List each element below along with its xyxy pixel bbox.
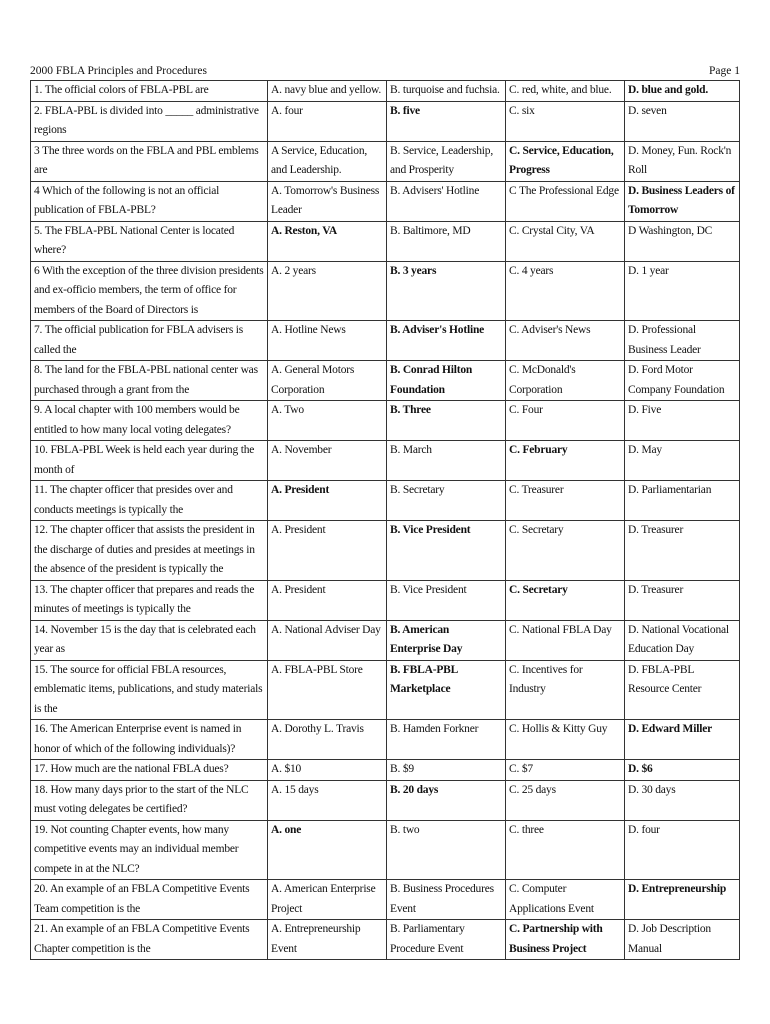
option-d-cell: D. Money, Fun. Rock'n Roll	[625, 141, 740, 181]
option-a-cell: A. navy blue and yellow.	[268, 81, 387, 102]
option-c-cell: C. Partnership with Business Project	[506, 920, 625, 960]
option-a-cell: A. 2 years	[268, 261, 387, 321]
option-c-cell: C. Incentives for Industry	[506, 660, 625, 720]
option-b-cell: B. two	[387, 820, 506, 880]
table-row	[31, 321, 740, 361]
option-b-cell: B. five	[387, 101, 506, 141]
document-page	[30, 62, 740, 960]
option-a-cell: A. Tomorrow's Business Leader	[268, 181, 387, 221]
table-row	[31, 261, 740, 321]
option-c-cell: C. six	[506, 101, 625, 141]
table-row	[31, 401, 740, 441]
option-b-cell: B. FBLA-PBL Marketplace	[387, 660, 506, 720]
option-d-cell: D. Professional Business Leader	[625, 321, 740, 361]
page-header	[30, 62, 740, 80]
table-row	[31, 880, 740, 920]
option-c-cell: C. Treasurer	[506, 481, 625, 521]
table-row	[31, 620, 740, 660]
option-d-cell: D. FBLA-PBL Resource Center	[625, 660, 740, 720]
option-d-cell: D. $6	[625, 760, 740, 781]
option-a-cell: A. Dorothy L. Travis	[268, 720, 387, 760]
option-a-cell: A. General Motors Corporation	[268, 361, 387, 401]
option-a-cell: A. President	[268, 521, 387, 581]
option-d-cell: D. four	[625, 820, 740, 880]
option-b-cell: B. Conrad Hilton Foundation	[387, 361, 506, 401]
table-row	[31, 81, 740, 102]
option-b-cell: B. Vice President	[387, 521, 506, 581]
option-d-cell: D. Ford Motor Company Foundation	[625, 361, 740, 401]
option-a-cell: A. Two	[268, 401, 387, 441]
option-d-cell: D. Five	[625, 401, 740, 441]
option-c-cell: C. Secretary	[506, 580, 625, 620]
question-table	[30, 80, 740, 960]
option-d-cell: D. Edward Miller	[625, 720, 740, 760]
option-b-cell: B. Secretary	[387, 481, 506, 521]
table-row	[31, 181, 740, 221]
option-a-cell: A. Hotline News	[268, 321, 387, 361]
option-a-cell: A. President	[268, 481, 387, 521]
option-c-cell: C. Four	[506, 401, 625, 441]
table-row	[31, 101, 740, 141]
option-a-cell: A. Entrepreneurship Event	[268, 920, 387, 960]
question-cell: 19. Not counting Chapter events, how many competitive events may an individual member compete in at the NLC?	[31, 820, 268, 880]
option-c-cell: C. 4 years	[506, 261, 625, 321]
option-a-cell: A. President	[268, 580, 387, 620]
page-number: Page 1	[709, 65, 740, 77]
question-cell: 3 The three words on the FBLA and PBL emblems are	[31, 141, 268, 181]
option-d-cell: D. 1 year	[625, 261, 740, 321]
option-d-cell: D. 30 days	[625, 780, 740, 820]
option-a-cell: A. 15 days	[268, 780, 387, 820]
table-row	[31, 141, 740, 181]
table-row	[31, 580, 740, 620]
option-b-cell: B. turquoise and fuchsia.	[387, 81, 506, 102]
question-cell: 21. An example of an FBLA Competitive Events Chapter competition is the	[31, 920, 268, 960]
table-row	[31, 760, 740, 781]
question-cell: 20. An example of an FBLA Competitive Events Team competition is the	[31, 880, 268, 920]
option-d-cell: D. Treasurer	[625, 521, 740, 581]
option-d-cell: D. Entrepreneurship	[625, 880, 740, 920]
option-c-cell: C. Hollis & Kitty Guy	[506, 720, 625, 760]
question-cell: 13. The chapter officer that prepares and reads the minutes of meetings is typically the	[31, 580, 268, 620]
option-d-cell: D. Parliamentarian	[625, 481, 740, 521]
option-b-cell: B. Hamden Forkner	[387, 720, 506, 760]
option-c-cell: C. $7	[506, 760, 625, 781]
option-c-cell: C. Secretary	[506, 521, 625, 581]
option-a-cell: A. FBLA-PBL Store	[268, 660, 387, 720]
option-a-cell: A. one	[268, 820, 387, 880]
option-b-cell: B. American Enterprise Day	[387, 620, 506, 660]
table-row	[31, 820, 740, 880]
question-cell: 11. The chapter officer that presides over and conducts meetings is typically the	[31, 481, 268, 521]
question-cell: 4 Which of the following is not an official publication of FBLA-PBL?	[31, 181, 268, 221]
question-cell: 17. How much are the national FBLA dues?	[31, 760, 268, 781]
option-d-cell: D. Job Description Manual	[625, 920, 740, 960]
option-a-cell: A. November	[268, 441, 387, 481]
option-c-cell: C. Service, Education, Progress	[506, 141, 625, 181]
question-cell: 7. The official publication for FBLA advisers is called the	[31, 321, 268, 361]
option-d-cell: D. Treasurer	[625, 580, 740, 620]
question-cell: 9. A local chapter with 100 members would be entitled to how many local voting delegates?	[31, 401, 268, 441]
option-b-cell: B. Vice President	[387, 580, 506, 620]
table-row	[31, 521, 740, 581]
option-c-cell: C. Computer Applications Event	[506, 880, 625, 920]
question-cell: 16. The American Enterprise event is named in honor of which of the following individuals)?	[31, 720, 268, 760]
question-cell: 1. The official colors of FBLA-PBL are	[31, 81, 268, 102]
option-b-cell: B. March	[387, 441, 506, 481]
option-a-cell: A. Reston, VA	[268, 221, 387, 261]
option-b-cell: B. $9	[387, 760, 506, 781]
option-b-cell: B. 20 days	[387, 780, 506, 820]
option-c-cell: C. National FBLA Day	[506, 620, 625, 660]
option-a-cell: A. $10	[268, 760, 387, 781]
option-b-cell: B. Three	[387, 401, 506, 441]
option-b-cell: B. Service, Leadership, and Prosperity	[387, 141, 506, 181]
option-b-cell: B. Advisers' Hotline	[387, 181, 506, 221]
table-row	[31, 221, 740, 261]
option-b-cell: B. Business Procedures Event	[387, 880, 506, 920]
option-a-cell: A. four	[268, 101, 387, 141]
question-cell: 15. The source for official FBLA resources, emblematic items, publications, and study materials is the	[31, 660, 268, 720]
question-cell: 14. November 15 is the day that is celebrated each year as	[31, 620, 268, 660]
option-d-cell: D. May	[625, 441, 740, 481]
option-d-cell: D. blue and gold.	[625, 81, 740, 102]
table-row	[31, 481, 740, 521]
option-a-cell: A. American Enterprise Project	[268, 880, 387, 920]
option-c-cell: C. McDonald's Corporation	[506, 361, 625, 401]
question-cell: 8. The land for the FBLA-PBL national center was purchased through a grant from the	[31, 361, 268, 401]
question-cell: 18. How many days prior to the start of the NLC must voting delegates be certified?	[31, 780, 268, 820]
question-cell: 12. The chapter officer that assists the president in the discharge of duties and presides at meetings in the absence of the president is typically the	[31, 521, 268, 581]
question-cell: 5. The FBLA-PBL National Center is located where?	[31, 221, 268, 261]
option-c-cell: C. three	[506, 820, 625, 880]
option-b-cell: B. Baltimore, MD	[387, 221, 506, 261]
option-a-cell: A Service, Education, and Leadership.	[268, 141, 387, 181]
option-d-cell: D. National Vocational Education Day	[625, 620, 740, 660]
option-c-cell: C. Adviser's News	[506, 321, 625, 361]
table-row	[31, 780, 740, 820]
option-b-cell: B. 3 years	[387, 261, 506, 321]
option-b-cell: B. Adviser's Hotline	[387, 321, 506, 361]
option-b-cell: B. Parliamentary Procedure Event	[387, 920, 506, 960]
option-c-cell: C. 25 days	[506, 780, 625, 820]
table-row	[31, 660, 740, 720]
option-c-cell: C. February	[506, 441, 625, 481]
table-row	[31, 441, 740, 481]
option-d-cell: D. Business Leaders of Tomorrow	[625, 181, 740, 221]
option-c-cell: C. Crystal City, VA	[506, 221, 625, 261]
option-a-cell: A. National Adviser Day	[268, 620, 387, 660]
question-cell: 2. FBLA-PBL is divided into _____ administrative regions	[31, 101, 268, 141]
question-cell: 10. FBLA-PBL Week is held each year during the month of	[31, 441, 268, 481]
option-d-cell: D. seven	[625, 101, 740, 141]
option-d-cell: D Washington, DC	[625, 221, 740, 261]
table-row	[31, 920, 740, 960]
question-cell: 6 With the exception of the three division presidents and ex-officio members, the term of office for members of the Board of Directors is	[31, 261, 268, 321]
document-title: 2000 FBLA Principles and Procedures	[30, 65, 207, 77]
option-c-cell: C The Professional Edge	[506, 181, 625, 221]
table-row	[31, 720, 740, 760]
option-c-cell: C. red, white, and blue.	[506, 81, 625, 102]
question-table-body	[31, 81, 740, 960]
table-row	[31, 361, 740, 401]
